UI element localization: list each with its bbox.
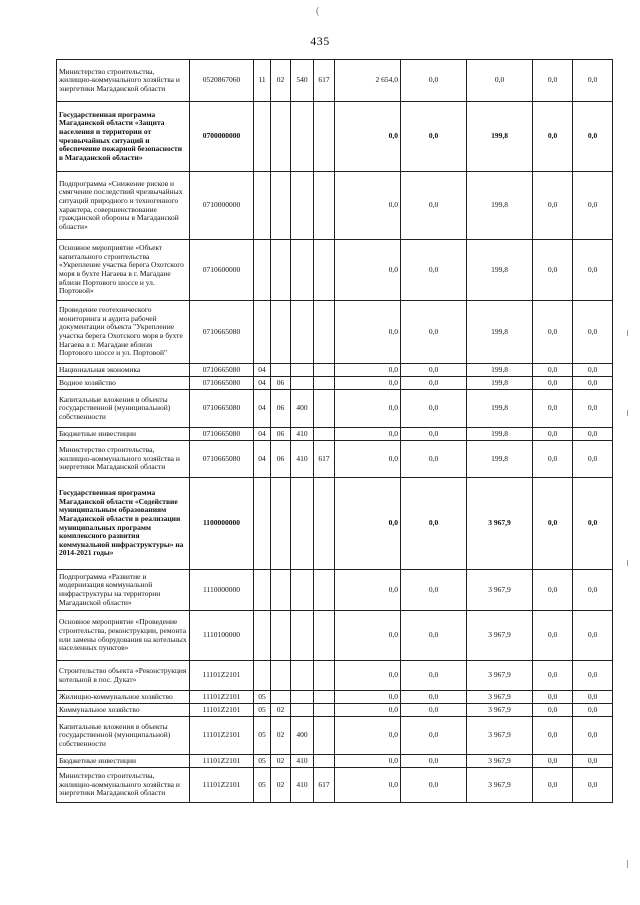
table-row <box>57 377 613 390</box>
budget-table <box>56 59 613 803</box>
scan-edge-mark <box>627 860 628 868</box>
expense-type-code: 410 <box>291 768 314 803</box>
administrator-code <box>314 611 335 661</box>
amount-1: 0,0 <box>335 364 401 377</box>
amount-5: 0,0 <box>573 172 613 240</box>
subsection-code <box>271 661 291 691</box>
row-name: Строительство объекта «Реконструкция котельной в пос. Дукат» <box>57 661 190 691</box>
amount-5: 0,0 <box>573 661 613 691</box>
row-name: Министерство строительства, жилищно-коммунального хозяйства и энергетики Магаданской области <box>57 441 190 478</box>
subsection-code: 06 <box>271 390 291 428</box>
table-row <box>57 755 613 768</box>
expense-type-code: 410 <box>291 441 314 478</box>
amount-3: 199,8 <box>467 377 533 390</box>
expense-type-code <box>291 570 314 611</box>
amount-4: 0,0 <box>533 768 573 803</box>
administrator-code <box>314 364 335 377</box>
table-row <box>57 390 613 428</box>
amount-3: 199,8 <box>467 240 533 301</box>
row-name: Подпрограмма «Снижение рисков и смягчение последствий чрезвычайных ситуаций природного и техногенного характера, совершенствование гражданской обороны в Магаданской области» <box>57 172 190 240</box>
amount-2: 0,0 <box>401 570 467 611</box>
amount-4: 0,0 <box>533 691 573 704</box>
amount-1: 0,0 <box>335 768 401 803</box>
target-code: 11101Z2101 <box>190 661 254 691</box>
amount-1: 0,0 <box>335 755 401 768</box>
expense-type-code: 540 <box>291 60 314 102</box>
table-row <box>57 428 613 441</box>
administrator-code <box>314 691 335 704</box>
row-name: Бюджетные инвестиции <box>57 428 190 441</box>
table-row <box>57 717 613 755</box>
target-code: 0710665080 <box>190 428 254 441</box>
section-code: 05 <box>254 704 271 717</box>
row-name: Капитальные вложения в объекты государственной (муниципальной) собственности <box>57 717 190 755</box>
scan-mark: ( <box>316 6 320 17</box>
amount-4: 0,0 <box>533 172 573 240</box>
row-name: Проведение геотехнического мониторинга и аудита рабочей документации объекта "Укрепление участка берега Охотского моря в бухте Нагаева в г. Магадане вблизи Портового шоссе и ул. Портовой" <box>57 301 190 364</box>
amount-2: 0,0 <box>401 102 467 172</box>
amount-4: 0,0 <box>533 570 573 611</box>
amount-4: 0,0 <box>533 102 573 172</box>
amount-4: 0,0 <box>533 441 573 478</box>
section-code <box>254 570 271 611</box>
amount-3: 0,0 <box>467 60 533 102</box>
amount-5: 0,0 <box>573 570 613 611</box>
section-code <box>254 478 271 570</box>
section-code <box>254 172 271 240</box>
amount-4: 0,0 <box>533 755 573 768</box>
target-code: 1110100000 <box>190 611 254 661</box>
subsection-code: 02 <box>271 717 291 755</box>
target-code: 0710000000 <box>190 172 254 240</box>
amount-5: 0,0 <box>573 691 613 704</box>
subsection-code <box>271 570 291 611</box>
row-name: Водное хозяйство <box>57 377 190 390</box>
amount-2: 0,0 <box>401 428 467 441</box>
amount-5: 0,0 <box>573 755 613 768</box>
section-code: 05 <box>254 768 271 803</box>
page-number: 435 <box>310 34 330 48</box>
amount-4: 0,0 <box>533 60 573 102</box>
section-code: 04 <box>254 377 271 390</box>
amount-4: 0,0 <box>533 717 573 755</box>
section-code <box>254 240 271 301</box>
expense-type-code: 410 <box>291 755 314 768</box>
subsection-code: 06 <box>271 428 291 441</box>
amount-2: 0,0 <box>401 240 467 301</box>
amount-1: 0,0 <box>335 611 401 661</box>
amount-4: 0,0 <box>533 661 573 691</box>
row-name: Министерство строительства, жилищно-коммунального хозяйства и энергетики Магаданской области <box>57 768 190 803</box>
amount-1: 0,0 <box>335 570 401 611</box>
amount-1: 0,0 <box>335 102 401 172</box>
amount-1: 0,0 <box>335 428 401 441</box>
administrator-code <box>314 240 335 301</box>
expense-type-code <box>291 704 314 717</box>
amount-2: 0,0 <box>401 704 467 717</box>
amount-3: 3 967,9 <box>467 755 533 768</box>
amount-3: 3 967,9 <box>467 717 533 755</box>
amount-3: 3 967,9 <box>467 661 533 691</box>
amount-1: 2 654,0 <box>335 60 401 102</box>
administrator-code <box>314 478 335 570</box>
subsection-code: 02 <box>271 755 291 768</box>
scan-edge-mark <box>627 330 628 336</box>
subsection-code: 06 <box>271 377 291 390</box>
amount-4: 0,0 <box>533 240 573 301</box>
table-row <box>57 172 613 240</box>
row-name: Государственная программа Магаданской области «Защита населения и территории от чрезвычайных ситуаций и обеспечение пожарной безопасности в Магаданской области» <box>57 102 190 172</box>
amount-2: 0,0 <box>401 441 467 478</box>
administrator-code <box>314 301 335 364</box>
table-row <box>57 364 613 377</box>
amount-3: 199,8 <box>467 390 533 428</box>
target-code: 0710665080 <box>190 377 254 390</box>
subsection-code <box>271 102 291 172</box>
subsection-code <box>271 240 291 301</box>
amount-5: 0,0 <box>573 301 613 364</box>
subsection-code <box>271 478 291 570</box>
administrator-code: 617 <box>314 441 335 478</box>
subsection-code: 02 <box>271 704 291 717</box>
subsection-code <box>271 364 291 377</box>
administrator-code: 617 <box>314 60 335 102</box>
amount-5: 0,0 <box>573 428 613 441</box>
row-name: Министерство строительства, жилищно-коммунального хозяйства и энергетики Магаданской области <box>57 60 190 102</box>
amount-2: 0,0 <box>401 364 467 377</box>
expense-type-code <box>291 172 314 240</box>
administrator-code <box>314 390 335 428</box>
amount-3: 199,8 <box>467 428 533 441</box>
amount-5: 0,0 <box>573 102 613 172</box>
amount-1: 0,0 <box>335 478 401 570</box>
amount-4: 0,0 <box>533 428 573 441</box>
section-code <box>254 301 271 364</box>
row-name: Капитальные вложения в объекты государственной (муниципальной) собственности <box>57 390 190 428</box>
amount-5: 0,0 <box>573 704 613 717</box>
amount-5: 0,0 <box>573 611 613 661</box>
amount-3: 3 967,9 <box>467 691 533 704</box>
administrator-code <box>314 717 335 755</box>
amount-5: 0,0 <box>573 441 613 478</box>
subsection-code: 06 <box>271 441 291 478</box>
amount-1: 0,0 <box>335 704 401 717</box>
amount-2: 0,0 <box>401 768 467 803</box>
row-name: Подпрограмма «Развитие и модернизация коммунальной инфраструктуры на территории Магаданской области» <box>57 570 190 611</box>
subsection-code <box>271 301 291 364</box>
amount-3: 3 967,9 <box>467 611 533 661</box>
amount-1: 0,0 <box>335 301 401 364</box>
section-code: 04 <box>254 428 271 441</box>
amount-5: 0,0 <box>573 390 613 428</box>
amount-3: 3 967,9 <box>467 478 533 570</box>
target-code: 1100000000 <box>190 478 254 570</box>
amount-1: 0,0 <box>335 661 401 691</box>
section-code: 04 <box>254 441 271 478</box>
amount-5: 0,0 <box>573 768 613 803</box>
amount-1: 0,0 <box>335 390 401 428</box>
subsection-code: 02 <box>271 60 291 102</box>
expense-type-code: 400 <box>291 717 314 755</box>
expense-type-code <box>291 377 314 390</box>
row-name: Национальная экономика <box>57 364 190 377</box>
administrator-code: 617 <box>314 768 335 803</box>
scan-edge-mark <box>627 410 628 416</box>
administrator-code <box>314 661 335 691</box>
section-code: 11 <box>254 60 271 102</box>
table-row <box>57 102 613 172</box>
section-code: 05 <box>254 691 271 704</box>
row-name: Бюджетные инвестиции <box>57 755 190 768</box>
table-row <box>57 441 613 478</box>
target-code: 0710665080 <box>190 301 254 364</box>
table-row <box>57 691 613 704</box>
administrator-code <box>314 570 335 611</box>
amount-1: 0,0 <box>335 172 401 240</box>
table-row <box>57 478 613 570</box>
target-code: 0710665080 <box>190 390 254 428</box>
amount-5: 0,0 <box>573 60 613 102</box>
section-code <box>254 611 271 661</box>
table-row <box>57 611 613 661</box>
table-row <box>57 60 613 102</box>
row-name: Основное мероприятие «Объект капитального строительства «Укрепление участка берега Охотского моря в бухте Нагаева в г. Магадане вблизи Портового шоссе и ул. Портовой» <box>57 240 190 301</box>
expense-type-code <box>291 661 314 691</box>
target-code: 11101Z2101 <box>190 768 254 803</box>
target-code: 0710600000 <box>190 240 254 301</box>
subsection-code: 02 <box>271 768 291 803</box>
expense-type-code: 410 <box>291 428 314 441</box>
administrator-code <box>314 102 335 172</box>
amount-3: 3 967,9 <box>467 704 533 717</box>
table-row <box>57 661 613 691</box>
amount-5: 0,0 <box>573 240 613 301</box>
amount-2: 0,0 <box>401 611 467 661</box>
row-name: Коммунальное хозяйство <box>57 704 190 717</box>
expense-type-code <box>291 611 314 661</box>
table-row <box>57 704 613 717</box>
subsection-code <box>271 611 291 661</box>
expense-type-code <box>291 691 314 704</box>
section-code: 04 <box>254 390 271 428</box>
expense-type-code <box>291 240 314 301</box>
expense-type-code <box>291 478 314 570</box>
amount-2: 0,0 <box>401 390 467 428</box>
expense-type-code <box>291 301 314 364</box>
table-row <box>57 240 613 301</box>
administrator-code <box>314 377 335 390</box>
expense-type-code: 400 <box>291 390 314 428</box>
amount-1: 0,0 <box>335 441 401 478</box>
amount-5: 0,0 <box>573 478 613 570</box>
amount-2: 0,0 <box>401 377 467 390</box>
target-code: 0710665080 <box>190 441 254 478</box>
amount-4: 0,0 <box>533 390 573 428</box>
section-code <box>254 661 271 691</box>
table-row <box>57 570 613 611</box>
amount-3: 199,8 <box>467 301 533 364</box>
amount-2: 0,0 <box>401 60 467 102</box>
amount-1: 0,0 <box>335 691 401 704</box>
amount-2: 0,0 <box>401 301 467 364</box>
amount-4: 0,0 <box>533 704 573 717</box>
scan-edge-mark <box>627 560 628 566</box>
administrator-code <box>314 704 335 717</box>
amount-3: 3 967,9 <box>467 768 533 803</box>
amount-4: 0,0 <box>533 377 573 390</box>
amount-3: 199,8 <box>467 364 533 377</box>
amount-2: 0,0 <box>401 661 467 691</box>
administrator-code <box>314 755 335 768</box>
amount-4: 0,0 <box>533 611 573 661</box>
target-code: 0700000000 <box>190 102 254 172</box>
amount-5: 0,0 <box>573 364 613 377</box>
target-code: 0520867060 <box>190 60 254 102</box>
expense-type-code <box>291 364 314 377</box>
amount-3: 199,8 <box>467 102 533 172</box>
amount-3: 3 967,9 <box>467 570 533 611</box>
amount-1: 0,0 <box>335 717 401 755</box>
row-name: Жилищно-коммунальное хозяйство <box>57 691 190 704</box>
row-name: Государственная программа Магаданской области «Содействие муниципальным образованиям Магаданской области в реализации муниципальных программ комплексного развития коммунальной инфраструктуры» на 2014-2021 годы» <box>57 478 190 570</box>
table-row <box>57 768 613 803</box>
target-code: 11101Z2101 <box>190 704 254 717</box>
amount-2: 0,0 <box>401 172 467 240</box>
target-code: 11101Z2101 <box>190 691 254 704</box>
row-name: Основное мероприятие «Проведение строительства, реконструкции, ремонта или замены оборудования на котельных населенных пунктов» <box>57 611 190 661</box>
subsection-code <box>271 691 291 704</box>
amount-5: 0,0 <box>573 377 613 390</box>
amount-3: 199,8 <box>467 172 533 240</box>
amount-1: 0,0 <box>335 240 401 301</box>
administrator-code <box>314 172 335 240</box>
amount-2: 0,0 <box>401 755 467 768</box>
amount-3: 199,8 <box>467 441 533 478</box>
section-code: 05 <box>254 755 271 768</box>
amount-2: 0,0 <box>401 717 467 755</box>
subsection-code <box>271 172 291 240</box>
administrator-code <box>314 428 335 441</box>
section-code: 05 <box>254 717 271 755</box>
expense-type-code <box>291 102 314 172</box>
amount-5: 0,0 <box>573 717 613 755</box>
table-row <box>57 301 613 364</box>
amount-2: 0,0 <box>401 691 467 704</box>
target-code: 11101Z2101 <box>190 717 254 755</box>
section-code: 04 <box>254 364 271 377</box>
target-code: 0710665080 <box>190 364 254 377</box>
amount-4: 0,0 <box>533 301 573 364</box>
target-code: 1110000000 <box>190 570 254 611</box>
amount-2: 0,0 <box>401 478 467 570</box>
amount-1: 0,0 <box>335 377 401 390</box>
amount-4: 0,0 <box>533 478 573 570</box>
target-code: 11101Z2101 <box>190 755 254 768</box>
amount-4: 0,0 <box>533 364 573 377</box>
section-code <box>254 102 271 172</box>
